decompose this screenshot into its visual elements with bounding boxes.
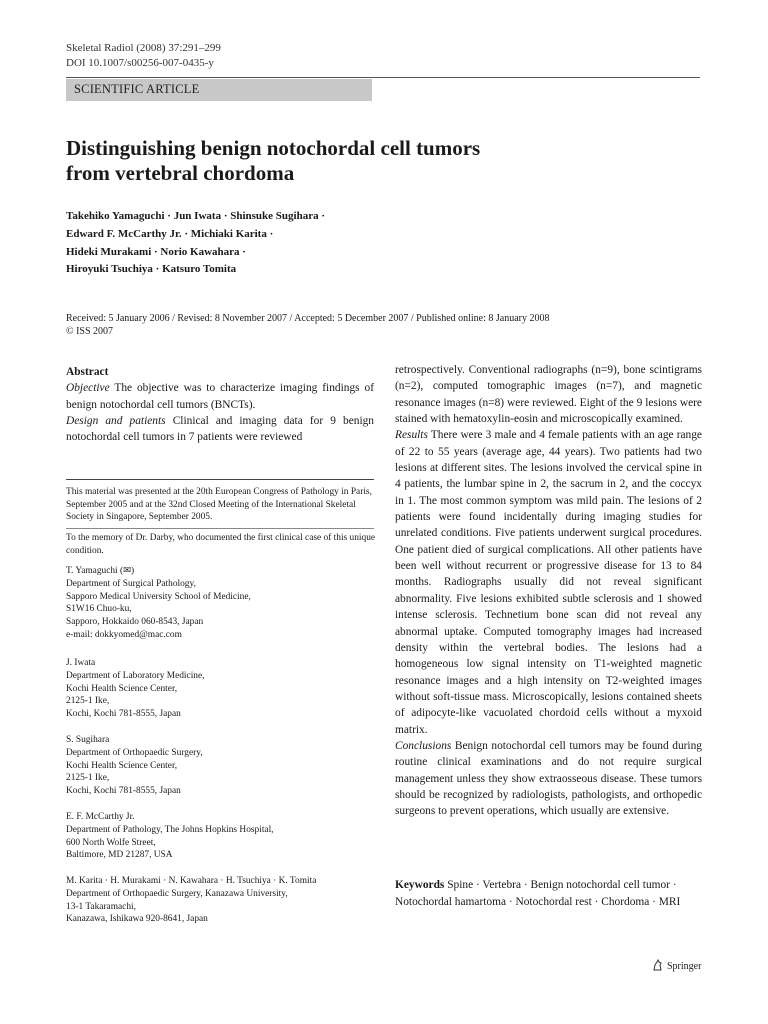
results-label: Results xyxy=(395,429,428,442)
journal-line: Skeletal Radiol (2008) 37:291–299 xyxy=(66,42,221,54)
author-line: Hideki Murakami · Norio Kawahara · xyxy=(66,245,246,258)
conclusions-label: Conclusions xyxy=(395,739,452,752)
affiliation-line: Department of Laboratory Medicine, xyxy=(66,670,205,681)
affiliation-line: Kanazawa, Ishikawa 920-8641, Japan xyxy=(66,914,208,925)
affiliation-line: Kochi, Kochi 781-8555, Japan xyxy=(66,786,181,797)
article-title xyxy=(66,136,626,186)
header-rule xyxy=(66,77,700,78)
affiliation-line: Kochi Health Science Center, xyxy=(66,683,178,694)
affiliation-block xyxy=(66,565,376,642)
design-continued: retrospectively. Conventional radiographs (n=9), bone scintigrams (n=2), computed tomographic images (n=7), and magnetic resonance images (n=8) were reviewed. Eight of the 9 lesions were stained with hematoxylin-eosin and microscopically examined. xyxy=(395,364,702,426)
abstract-right-column xyxy=(395,362,702,820)
affiliation-line: Sapporo, Hokkaido 060-8543, Japan xyxy=(66,617,204,628)
title-line-2: from vertebral chordoma xyxy=(66,161,295,185)
author-line: Edward F. McCarthy Jr. · Michiaki Karita · xyxy=(66,227,274,240)
affiliation-block xyxy=(66,734,376,798)
affiliation-name: S. Sugihara xyxy=(66,735,110,745)
affiliation-line: Department of Pathology, The Johns Hopkins Hospital, xyxy=(66,824,274,835)
keywords-block xyxy=(395,877,705,911)
affiliation-line: Kochi Health Science Center, xyxy=(66,760,178,771)
author-line: Hiroyuki Tsuchiya · Katsuro Tomita xyxy=(66,263,237,276)
affiliation-line: S1W16 Chuo-ku, xyxy=(66,604,132,615)
footnote-divider xyxy=(66,479,374,480)
copyright-line: © ISS 2007 xyxy=(66,326,114,337)
author-list xyxy=(66,208,486,279)
affiliation-line: Department of Surgical Pathology, xyxy=(66,578,196,589)
affiliation-block xyxy=(66,657,376,721)
affiliation-email[interactable]: e-mail: dokkyomed@mac.com xyxy=(66,629,182,640)
affiliation-line: Department of Orthopaedic Surgery, xyxy=(66,747,203,758)
memorial-footnote: To the memory of Dr. Darby, who documented the first clinical case of this unique condition. xyxy=(66,533,376,556)
author-line: Takehiko Yamaguchi · Jun Iwata · Shinsuke Sugihara · xyxy=(66,210,325,222)
received-dates: Received: 5 January 2006 / Revised: 8 November 2007 / Accepted: 5 December 2007 / Published online: 8 January 2008 xyxy=(66,313,550,324)
presentation-footnote: This material was presented at the 20th European Congress of Pathology in Paris, September 2005 and at the 32nd Closed Meeting of the International Skeletal Society in Singapore, September 2005. xyxy=(66,487,372,523)
objective-label: Objective xyxy=(66,382,110,395)
results-text: There were 3 male and 4 female patients with an age range of 22 to 55 years (average age, 44 years). Two patients had two lesions at different sites. The lesions involved the cervical spine in 4 patients, the lumbar spine in 2, the sacrum in 2, and the coccyx in 1. The most common symptom was mild pain. The lesions of 2 patients were found incidentally during imaging studies for unrelated conditions. Five patients underwent surgical procedures. One patient died of surgical complications. All other patients have been well without recurrent or progressive disease for 13 to 84 months. Radiographs usually did not reveal significant abnormality. Five lesions exhibited subtle sclerosis and 1 showed intense sclerosis. Technetium bone scan did not reveal any abnormal uptake. Computed tomography images had increased density within the vertebral bodies. The lesions had a homogeneous low signal intensity on T1-weighted magnetic resonance images and a high intensity on T2-weighted images without soft-tissue mass. Microscopically, lesions contained sheets of adipocyte-like vacuolated chordoid cells without a myxoid matrix. xyxy=(395,429,702,736)
affiliation-line: 2125-1 Ike, xyxy=(66,773,110,784)
affiliation-line: Baltimore, MD 21287, USA xyxy=(66,850,173,861)
affiliation-block xyxy=(66,875,376,926)
publisher-name: Springer xyxy=(667,961,702,972)
affiliation-name: T. Yamaguchi (✉) xyxy=(66,566,135,576)
affiliation-line: Kochi, Kochi 781-8555, Japan xyxy=(66,709,181,720)
springer-horse-icon xyxy=(652,959,664,974)
affiliation-line: Department of Orthopaedic Surgery, Kanazawa University, xyxy=(66,888,288,899)
publisher-logo xyxy=(652,959,701,974)
title-line-1: Distinguishing benign notochordal cell tumors xyxy=(66,136,481,160)
design-label: Design and patients xyxy=(66,415,166,428)
objective-text: The objective was to characterize imaging findings of benign notochordal cell tumors (BNCTs). xyxy=(66,382,374,411)
keywords-label: Keywords xyxy=(395,879,445,891)
affiliation-name: J. Iwata xyxy=(66,658,96,668)
conclusions-text: Benign notochordal cell tumors may be found during routine clinical examinations and do not require surgical management unless they show extraosseous disease. These tumors should be recognized by radiologists, pathologists, and orthopedic surgeons to prevent operations, which usually are extensive. xyxy=(395,739,702,818)
article-type-label: SCIENTIFIC ARTICLE xyxy=(74,82,200,96)
publication-dates xyxy=(66,312,706,338)
affiliation-line: 13-1 Takaramachi, xyxy=(66,901,136,912)
affiliation-block xyxy=(66,811,376,862)
design-text: Clinical and imaging data for 9 benign notochordal cell tumors in 7 patients were reviewed xyxy=(66,415,374,444)
doi-line: DOI 10.1007/s00256-007-0435-y xyxy=(66,57,214,69)
affiliation-line: 600 North Wolfe Street, xyxy=(66,837,156,848)
abstract-left-column xyxy=(66,364,374,446)
footnote-divider xyxy=(66,528,374,529)
affiliation-name: M. Karita · H. Murakami · N. Kawahara · H. Tsuchiya · K. Tomita xyxy=(66,876,317,886)
affiliation-line: Sapporo Medical University School of Medicine, xyxy=(66,591,251,602)
abstract-heading: Abstract xyxy=(66,366,109,378)
affiliation-name: E. F. McCarthy Jr. xyxy=(66,812,135,822)
article-type-banner xyxy=(66,79,372,101)
keywords-text: Spine · Vertebra · Benign notochordal cell tumor · Notochordal hamartoma · Notochordal rest · Chordoma · MRI xyxy=(395,879,681,908)
affiliation-line: 2125-1 Ike, xyxy=(66,696,110,707)
journal-citation xyxy=(66,41,221,71)
